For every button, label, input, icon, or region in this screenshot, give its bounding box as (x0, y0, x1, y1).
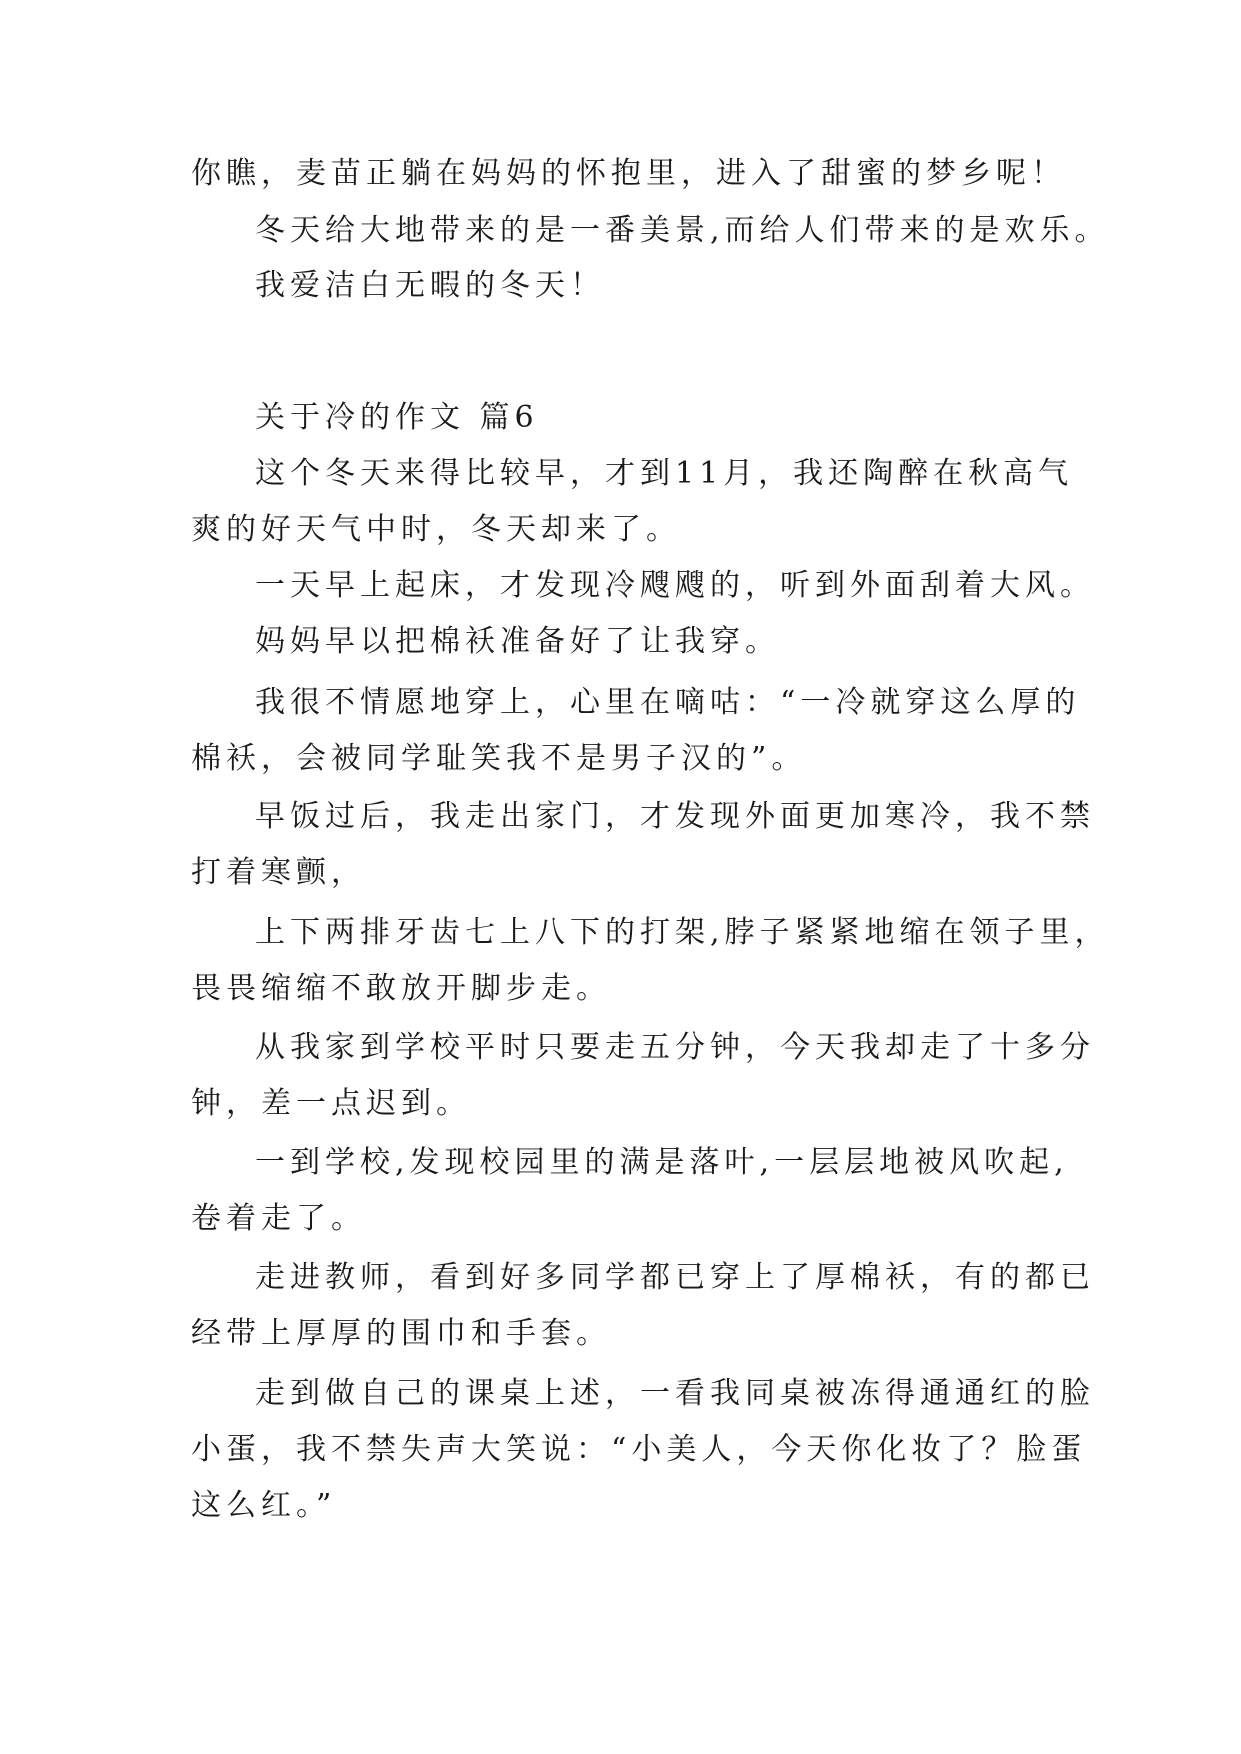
text-line: 棉袄，会被同学耻笑我不是男子汉的”。 (191, 741, 807, 776)
paragraph-line: 我很不情愿地穿上，心里在嘀咕：“一冷就穿这么厚的 (255, 685, 1081, 720)
text-line: 畏畏缩缩不敢放开脚步走。 (191, 971, 611, 1006)
text-line: 你瞧，麦苗正躺在妈妈的怀抱里，进入了甜蜜的梦乡呢！ (191, 156, 1066, 191)
paragraph-line: 上下两排牙齿七上八下的打架,脖子紧紧地缩在领子里， (255, 915, 1110, 950)
section-title: 关于冷的作文 篇6 (255, 400, 539, 435)
paragraph-line: 妈妈早以把棉袄准备好了让我穿。 (255, 624, 780, 659)
text-line: 这么红。” (191, 1488, 337, 1523)
paragraph-line: 走到做自己的课桌上述，一看我同桌被冻得通通红的脸 (255, 1376, 1095, 1411)
text-line: 卷着走了。 (191, 1201, 366, 1236)
paragraph-line: 我爱洁白无暇的冬天！ (255, 268, 605, 303)
paragraph-line: 从我家到学校平时只要走五分钟，今天我却走了十多分 (255, 1030, 1095, 1065)
text-line: 经带上厚厚的围巾和手套。 (191, 1316, 611, 1351)
text-line: 打着寒颤， (191, 855, 366, 890)
paragraph-line: 冬天给大地带来的是一番美景,而给人们带来的是欢乐。 (255, 213, 1110, 248)
paragraph-line: 一到学校,发现校园里的满是落叶,一层层地被风吹起, (255, 1145, 1069, 1180)
paragraph-line: 早饭过后，我走出家门，才发现外面更加寒冷，我不禁 (255, 799, 1095, 834)
paragraph-line: 这个冬天来得比较早，才到11月，我还陶醉在秋高气 (255, 456, 1074, 491)
paragraph-line: 一天早上起床，才发现冷飕飕的，听到外面刮着大风。 (255, 568, 1095, 603)
text-line: 爽的好天气中时，冬天却来了。 (191, 512, 681, 547)
text-line: 钟，差一点迟到。 (191, 1086, 471, 1121)
text-line: 小蛋，我不禁失声大笑说：“小美人，今天你化妆了？脸蛋 (191, 1432, 1087, 1467)
paragraph-line: 走进教师，看到好多同学都已穿上了厚棉袄，有的都已 (255, 1260, 1095, 1295)
